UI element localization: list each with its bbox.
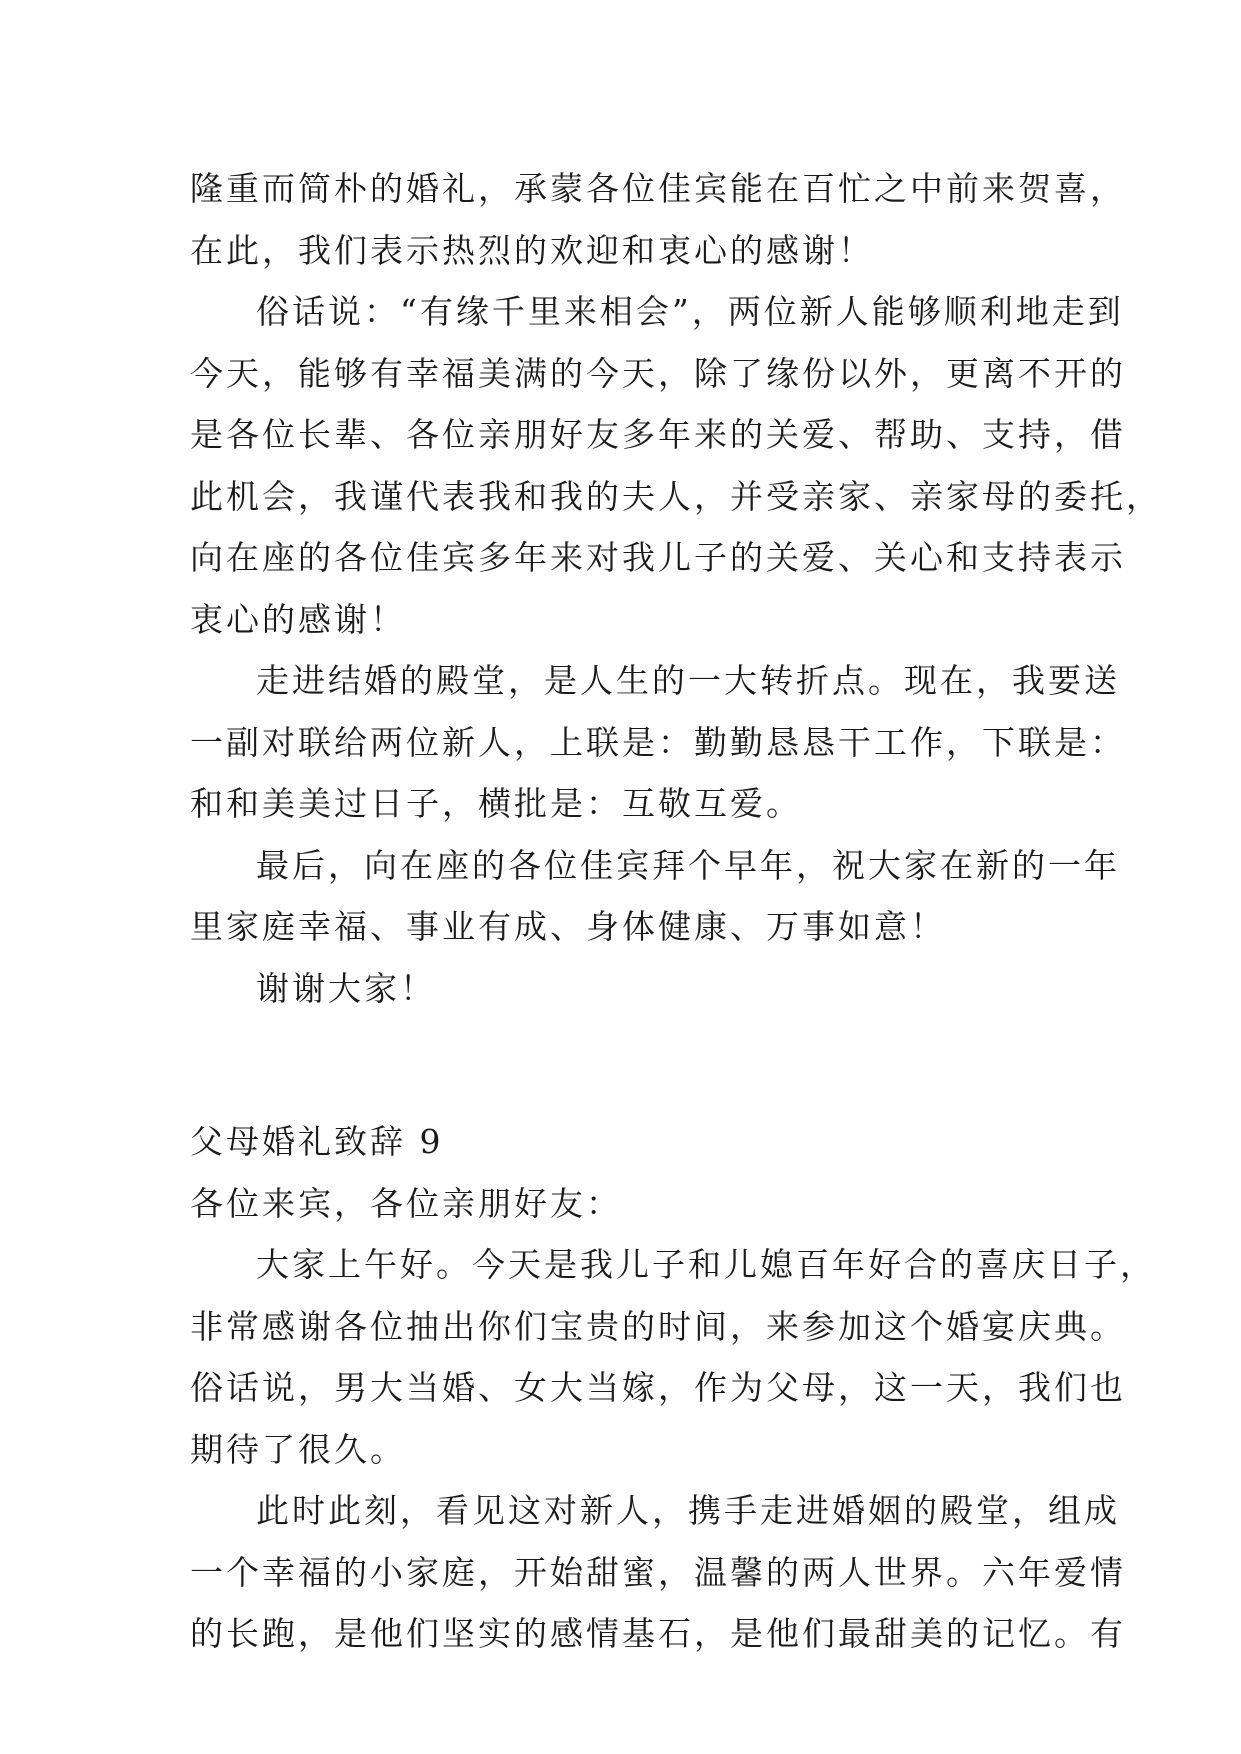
text-line: 在此，我们表示热烈的欢迎和衷心的感谢！ <box>190 230 874 270</box>
salutation-line: 各位来宾，各位亲朋好友： <box>190 1183 622 1223</box>
text-line: 隆重而简朴的婚礼，承蒙各位佳宾能在百忙之中前来贺喜， <box>190 169 1126 208</box>
text-line: 衷心的感谢！ <box>190 599 406 639</box>
document-body <box>190 158 1162 1665</box>
paragraph-start-line: 大家上午好。今天是我儿子和儿媳百年好合的喜庆日子， <box>256 1245 1156 1284</box>
text-line: 的长跑，是他们坚实的感情基石，是他们最甜美的记忆。有 <box>190 1614 1126 1653</box>
text-line: 里家庭幸福、事业有成、身体健康、万事如意！ <box>190 907 946 946</box>
paragraph-start-line: 俗话说：“有缘千里来相会”，两位新人能够顺利地走到 <box>256 292 1124 331</box>
text-line: 非常感谢各位抽出你们宝贵的时间，来参加这个婚宴庆典。 <box>190 1306 1126 1346</box>
paragraph-start-line: 此时此刻，看见这对新人，携手走进婚姻的殿堂，组成 <box>256 1491 1120 1530</box>
text-line: 今天，能够有幸福美满的今天，除了缘份以外，更离不开的 <box>190 353 1126 393</box>
text-line: 此机会，我谨代表我和我的夫人，并受亲家、亲家母的委托， <box>190 476 1162 516</box>
paragraph-start-line: 走进结婚的殿堂，是人生的一大转折点。现在，我要送 <box>256 661 1120 700</box>
text-line: 一副对联给两位新人，上联是：勤勤恳恳干工作，下联是： <box>190 722 1126 762</box>
section-gap <box>190 1019 1070 1111</box>
section-heading: 父母婚礼致辞 9 <box>190 1122 444 1161</box>
text-line: 期待了很久。 <box>190 1429 406 1469</box>
text-line: 俗话说，男大当婚、女大当嫁，作为父母，这一天，我们也 <box>190 1368 1126 1407</box>
text-line: 是各位长辈、各位亲朋好友多年来的关爱、帮助、支持，借 <box>190 415 1126 454</box>
text-line: 和和美美过日子，横批是：互敬互爱。 <box>190 784 802 823</box>
paragraph-start-line: 最后，向在座的各位佳宾拜个早年，祝大家在新的一年 <box>256 845 1120 885</box>
text-line: 一个幸福的小家庭，开始甜蜜，温馨的两人世界。六年爱情 <box>190 1552 1126 1592</box>
text-line: 向在座的各位佳宾多年来对我儿子的关爱、关心和支持表示 <box>190 538 1126 577</box>
closing-line: 谢谢大家！ <box>256 968 436 1008</box>
